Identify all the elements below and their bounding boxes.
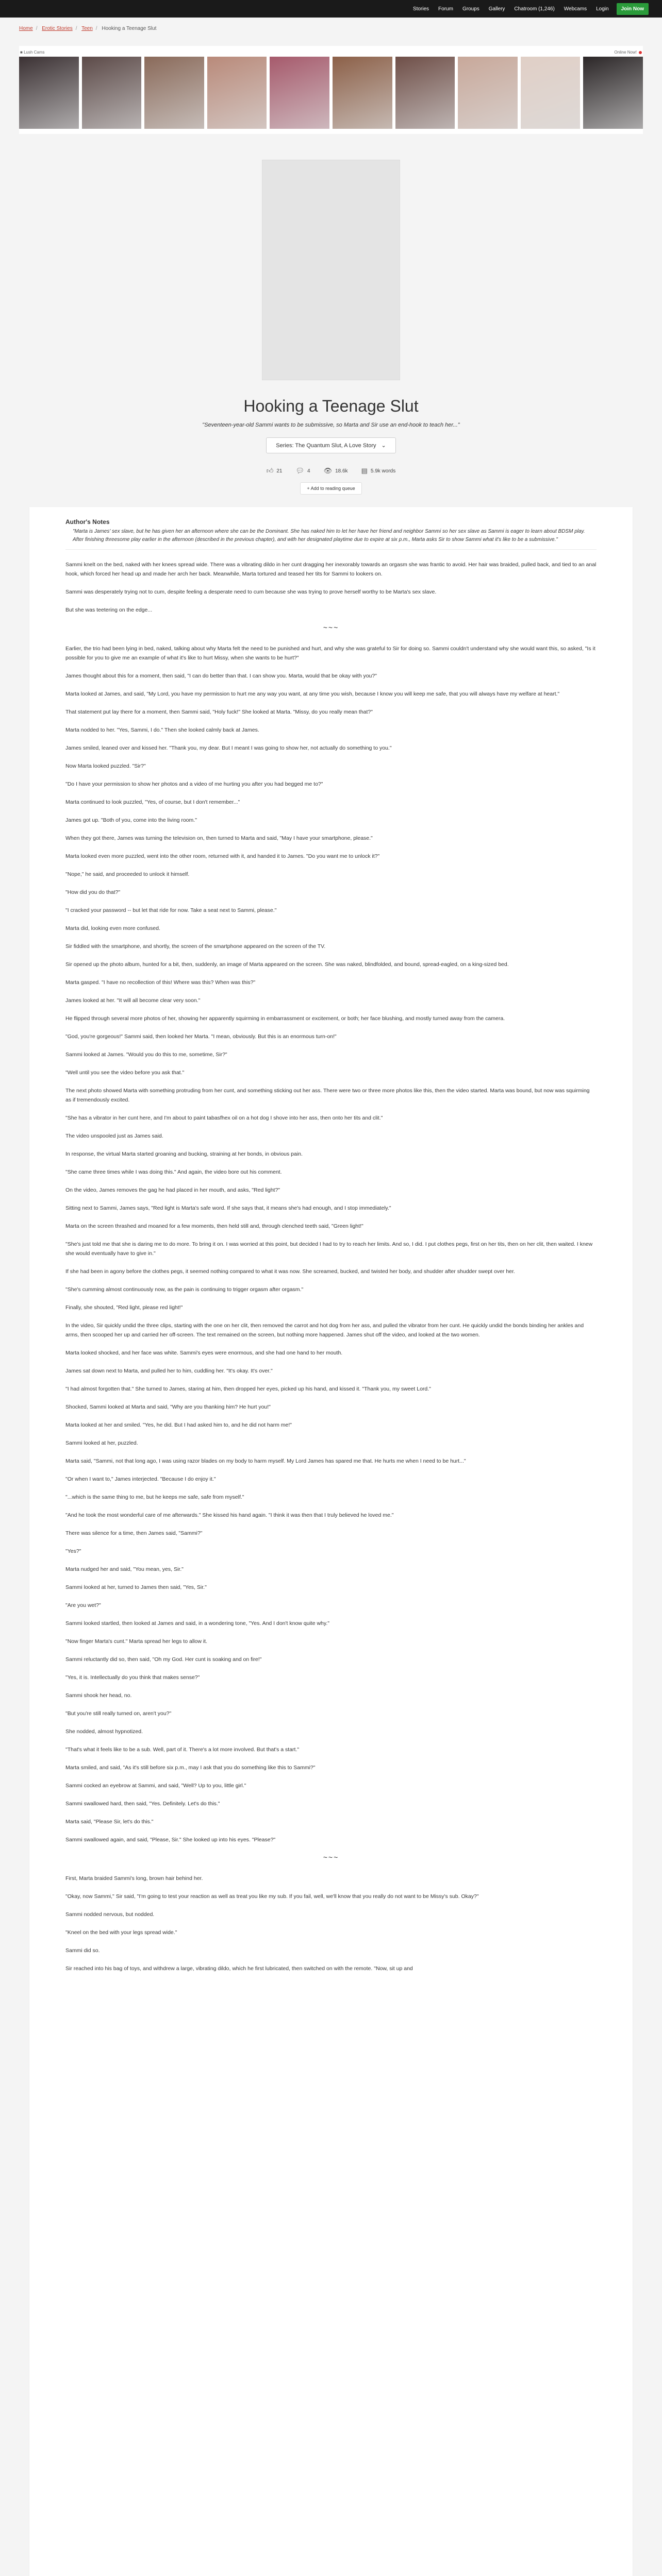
story-paragraph: Sammi was desperately trying not to cum, despite feeling a desperate need to cum because she was trying to prove herself worthy to be Marta's sex slave. (65, 589, 437, 595)
story-paragraph: He flipped through several more photos of her, showing her apparently squirming in embarrassment or excitement, or both; her face blushing, and mostly turned away from the camera. (65, 1015, 505, 1022)
story-paragraph: "Okay, now Sammi," Sir said, "I'm going to test your reaction as well as treat you like my sub. If you fail, well, we'll know that you really do not want to be Missy's sub. Okay?" (65, 1893, 479, 1900)
story-paragraph: Marta nodded to her. "Yes, Sammi, I do." Then she looked calmly back at James. (65, 727, 259, 733)
story-paragraph: Marta looked at her and smiled. "Yes, he did. But I had asked him to, and he did not harm me!" (65, 1422, 292, 1428)
online-dot-icon (639, 51, 642, 54)
story-paragraph: Marta smiled, and said, "As it's still before six p.m., may I ask that you do something like this to Sammi?" (65, 1765, 316, 1771)
breadcrumb (19, 18, 643, 38)
cams-logo: ■ Lush Cams (20, 50, 45, 55)
story-paragraph: But she was teetering on the edge... (65, 607, 153, 613)
thumbs-up-icon: 👍︎ (266, 467, 274, 474)
breadcrumb-separator: / (36, 26, 38, 31)
story-paragraph: Sammi did so. (65, 1947, 100, 1954)
story-paragraph: Sitting next to Sammi, James says, "Red light is Marta's safe word. If she says that, it means she's had enough, and I stop immediately." (65, 1205, 391, 1211)
story-paragraph: "Well until you see the video before you ask that." (65, 1070, 185, 1076)
story-header (0, 134, 662, 495)
views-stat (324, 467, 348, 475)
story-paragraph: When they got there, James was turning the television on, then turned to Marta and said, "May I have your smartphone, please." (65, 835, 373, 841)
cams-header (19, 50, 643, 57)
cams-status: Online Now! (614, 50, 642, 55)
story-paragraph: James got up. "Both of you, come into the living room." (65, 817, 197, 823)
story-paragraph: "I had almost forgotten that." She turned to James, staring at him, then dropped her eyes, picked up his hand, and kissed it. "Thank you, my sweet Lord." (65, 1386, 431, 1392)
story-paragraph: "Are you wet?" (65, 1602, 101, 1608)
comments-stat[interactable] (296, 467, 310, 475)
rating-stat[interactable] (267, 467, 283, 475)
words-stat (361, 467, 396, 475)
cam-thumbnail[interactable] (270, 57, 329, 129)
story-paragraph: "Or when I want to," James interjected. "Because I do enjoy it." (65, 1476, 216, 1482)
cam-thumbnail[interactable] (458, 57, 518, 129)
story-paragraph: "Yes, it is. Intellectually do you think that makes sense?" (65, 1674, 200, 1681)
story-paragraph: "And he took the most wonderful care of me afterwards." She kissed his hand again. "I think it was then that I truly believed he loved me." (65, 1512, 394, 1518)
comments-count: 4 (307, 468, 310, 474)
rating-count: 21 (276, 468, 283, 474)
story-paragraph: The next photo showed Marta with something protruding from her cunt, and something sticking out her ass. There were two or three more photos like this, then the video started. Marta was bound, but now was squirming as if tremendously excited. (65, 1088, 590, 1103)
word-count: 5.9k words (370, 468, 396, 474)
breadcrumb-separator: / (95, 26, 97, 31)
reading-queue-label: Add to reading queue (310, 486, 355, 491)
cam-thumbnail[interactable] (207, 57, 267, 129)
story-paragraph: Sammi reluctantly did so, then said, "Oh my God. Her cunt is soaking and on fire!" (65, 1656, 262, 1663)
story-paragraph: Marta on the screen thrashed and moaned for a few moments, then held still and, through clenched teeth said, "Green light!" (65, 1223, 363, 1229)
story-paragraph: Sammi cocked an eyebrow at Sammi, and said, "Well? Up to you, little girl." (65, 1783, 246, 1789)
nav-chatroom[interactable]: Chatroom (1,246) (514, 6, 555, 12)
cam-thumbnail[interactable] (333, 57, 392, 129)
document-icon: ▤ (361, 467, 368, 474)
nav-groups[interactable]: Groups (462, 6, 479, 12)
story-paragraph: Sammi knelt on the bed, naked with her knees spread wide. There was a vibrating dildo in her cunt dragging her inexorably towards an orgasm she was frantic to avoid. Her hair was braided, pulled back, and tied to an anal hook, which forced her head up and made her arch her back. Meanwhile, Marta tortured and teased her tits for Sammi to lookers on. (65, 562, 597, 577)
comments-icon: 💬︎ (295, 467, 305, 474)
story-content (29, 507, 633, 2576)
story-paragraph: James thought about this for a moment, then said, "I can do better than that. I can show you. Marta, would that be okay with you?" (65, 673, 377, 679)
story-paragraph: Marta continued to look puzzled, "Yes, of course, but I don't remember..." (65, 799, 240, 805)
plus-icon: + (307, 486, 311, 491)
story-paragraph: Marta looked even more puzzled, went into the other room, returned with it, and handed it to James. "Do you want me to unlock it?" (65, 853, 380, 859)
story-paragraph: "That's what it feels like to be a sub. Well, part of it. There's a lot more involved. But that's a start." (65, 1747, 300, 1753)
story-paragraph: "Nope," he said, and proceeded to unlock it himself. (65, 871, 190, 877)
views-count: 18.6k (335, 468, 348, 474)
story-paragraph: Sammi swallowed again, and said, "Please, Sir." She looked up into his eyes. "Please?" (65, 1837, 276, 1843)
story-paragraph: Marta did, looking even more confused. (65, 925, 160, 931)
chevron-down-icon: ⌄ (381, 443, 386, 449)
cams-strip (19, 46, 643, 134)
story-description: "Seventeen-year-old Sammi wants to be submissive, so Marta and Sir use an end-hook to teach her..." (202, 422, 460, 428)
story-paragraph: "Yes?" (65, 1548, 81, 1554)
story-paragraph: "...which is the same thing to me, but he keeps me safe, safe from myself." (65, 1494, 244, 1500)
story-paragraph: Marta said, "Sammi, not that long ago, I was using razor blades on my body to harm myself. My Lord James has spared me that. He hurts me when I need to be hurt..." (65, 1458, 466, 1464)
story-paragraph: On the video, James removes the gag he had placed in her mouth, and asks, "Red light?" (65, 1187, 280, 1193)
add-to-reading-queue-button[interactable] (300, 482, 361, 495)
nav-login[interactable]: Login (596, 6, 609, 12)
story-paragraph: James smiled, leaned over and kissed her. "Thank you, my dear. But I meant I was going to show her, not actually do something to you." (65, 745, 392, 751)
story-paragraph: "She's cumming almost continuously now, as the pain is continuing to trigger orgasm after orgasm." (65, 1286, 304, 1293)
story-paragraph: Sammi nodded nervous, but nodded. (65, 1911, 155, 1918)
story-paragraph: Marta looked at James, and said, "My Lord, you have my permission to hurt me any way you want, at any time you wish, because I know you will keep me safe, that you will always have my welfare at heart." (65, 691, 560, 697)
story-paragraph: Sammi looked at James. "Would you do this to me, sometime, Sir?" (65, 1052, 227, 1058)
story-paragraph: Marta said, "Please Sir, let's do this." (65, 1819, 154, 1825)
story-paragraph: The video unspooled just as James said. (65, 1133, 163, 1139)
story-paragraph: "Kneel on the bed with your legs spread wide." (65, 1929, 177, 1936)
cam-thumbnail[interactable] (82, 57, 142, 129)
story-paragraph: "She came three times while I was doing this." And again, the video bore out his comment. (65, 1169, 282, 1175)
eye-icon: 👁︎ (323, 467, 333, 474)
breadcrumb-home[interactable]: Home (19, 26, 33, 31)
story-paragraph: James sat down next to Marta, and pulled her to him, cuddling her. "It's okay. It's over." (65, 1368, 273, 1374)
story-paragraph: James looked at her. "It will all become clear very soon." (65, 997, 201, 1004)
join-now-button[interactable]: Join Now (617, 3, 649, 15)
story-paragraph: Sir fiddled with the smartphone, and shortly, the screen of the smartphone appeared on the screen of the TV. (65, 943, 326, 950)
story-cover-image (262, 160, 400, 380)
story-paragraph: Earlier, the trio had been lying in bed, naked, talking about why Marta felt the need to be punished and hurt, and why she was grateful to Sir for doing so. Sammi couldn't understand why she would want this, so asked, "Is it possible for you to give me an example of what it's like to hurt Missy, when she wants to be hurt?" (65, 646, 595, 661)
story-paragraph: "She's just told me that she is daring me to do more. To bring it on. I was worried at this point, but decided I had to try to reach her limits. And so, I did. I put clothes pegs, first on her tits, then on her clit, then waited. I knew she would eventually have to give in." (65, 1241, 593, 1257)
story-paragraph: Shocked, Sammi looked at Marta and said, "Why are you thanking him? He hurt you!" (65, 1404, 271, 1410)
story-paragraph: Marta gasped. "I have no recollection of this! Where was this? When was this?" (65, 979, 256, 986)
story-stats (0, 467, 662, 475)
nav-webcams[interactable]: Webcams (564, 6, 587, 12)
cam-thumbnail[interactable] (583, 57, 643, 129)
story-paragraph: "She has a vibrator in her cunt here, and I'm about to paint tabasfhex oil on a hot dog I shove into her ass, then onto her tits and clit." (65, 1115, 383, 1121)
story-body (65, 560, 597, 1973)
breadcrumb-current: Hooking a Teenage Slut (102, 26, 157, 31)
story-paragraph: Sammi shook her head, no. (65, 1692, 132, 1699)
breadcrumb-teen[interactable]: Teen (81, 26, 93, 31)
story-title: Hooking a Teenage Slut (243, 397, 419, 415)
story-paragraph: Finally, she shouted, "Red light, please red light!" (65, 1304, 183, 1311)
story-paragraph: If she had been in agony before the clothes pegs, it seemed nothing compared to what it was now. She screamed, bucked, and twisted her body, and shudder after shudder swept over her. (65, 1268, 515, 1275)
story-paragraph: Sir reached into his bag of toys, and withdrew a large, vibrating dildo, which he first lubricated, then switched on with the remote. "Now, sit up and (65, 1965, 413, 1972)
author-notes: "Marta is James' sex slave, but he has given her an afternoon where she can be the Dominant. She has naked him to let her have her friend and neighbor Sammi so her sex slave as Sammi is eager to learn about BDSM play. After finishing threesome play earlier in the afternoon (described in the previous chapter), and with her designated playtime due to expire at six p.m., Marta asks Sir to show Sammi what it's like to be a submissive." (65, 528, 597, 550)
story-paragraph: "God, you're gorgeous!" Sammi said, then looked her Marta. "I mean, obviously. But this is an enormous turn-on!" (65, 1033, 337, 1040)
story-paragraph: Sir opened up the photo album, hunted for a bit, then, suddenly, an image of Marta appeared on the screen. She was naked, blindfolded, and bound, spread-eagled, on a king-sized bed. (65, 961, 509, 968)
story-paragraph: First, Marta braided Sammi's long, brown hair behind her. (65, 1875, 203, 1882)
story-paragraph: "How did you do that?" (65, 889, 121, 895)
story-paragraph: "Now finger Marta's cunt." Marta spread her legs to allow it. (65, 1638, 207, 1645)
breadcrumb-erotic-stories[interactable]: Erotic Stories (42, 26, 73, 31)
site-logo[interactable] (0, 0, 62, 18)
cam-thumbnail[interactable] (144, 57, 204, 129)
story-paragraph: Marta looked shocked, and her face was white. Sammi's eyes were enormous, and she had one hand to her mouth. (65, 1350, 343, 1356)
story-paragraph: Marta nudged her and said, "You mean, yes, Sir." (65, 1566, 184, 1572)
story-paragraph: That statement put lay there for a moment, then Sammi said, "Holy fuck!" She looked at Marta. "Missy, do you really mean that?" (65, 709, 373, 715)
story-paragraph: Sammi looked at her, puzzled. (65, 1440, 138, 1446)
story-paragraph: Sammi looked startled, then looked at James and said, in a wondering tone, "Yes. And I don't know quite why." (65, 1620, 330, 1626)
section-divider: ~~~ (323, 623, 339, 632)
author-notes-heading: Author's Notes (65, 518, 110, 526)
cam-thumbnail[interactable] (19, 57, 79, 129)
story-paragraph: Sammi swallowed hard, then said, "Yes. Definitely. Let's do this." (65, 1801, 220, 1807)
top-navbar (0, 0, 662, 18)
story-paragraph: Sammi looked at her, turned to James then said, "Yes, Sir." (65, 1584, 207, 1590)
breadcrumb-separator: / (75, 26, 77, 31)
cam-thumbnail[interactable] (395, 57, 455, 129)
story-paragraph: In the video, Sir quickly undid the three clips, starting with the one on her clit, then removed the carrot and hot dog from her ass, and pulled the vibrator from her cunt. He quickly undid the bonds binding her ankles and arms, then scooped her up and carried her off-screen. The text remained on the screen, but nothing more happened. James shut off the video, and looked at the two women. (65, 1323, 584, 1338)
cams-row (19, 57, 643, 129)
section-divider: ~~~ (323, 1853, 339, 1861)
nav-stories[interactable]: Stories (412, 6, 429, 12)
series-dropdown[interactable] (266, 437, 395, 453)
cam-thumbnail[interactable] (521, 57, 581, 129)
series-label: Series: The Quantum Slut, A Love Story (276, 442, 376, 449)
story-paragraph: "But you're still really turned on, aren't you?" (65, 1710, 172, 1717)
story-paragraph: Now Marta looked puzzled. "Sir?" (65, 763, 146, 769)
story-paragraph: "I cracked your password -- but let that ride for now. Take a seat next to Sammi, please." (65, 907, 277, 913)
story-paragraph: In response, the virtual Marta started groaning and bucking, straining at her bonds, in obvious pain. (65, 1151, 303, 1157)
nav-gallery[interactable]: Gallery (488, 6, 505, 12)
story-paragraph: She nodded, almost hypnotized. (65, 1728, 143, 1735)
nav-forum[interactable]: Forum (438, 6, 453, 12)
story-paragraph: "Do I have your permission to show her photos and a video of me hurting you after you had begged me to?" (65, 781, 323, 787)
story-paragraph: There was silence for a time, then James said, "Sammi?" (65, 1530, 203, 1536)
